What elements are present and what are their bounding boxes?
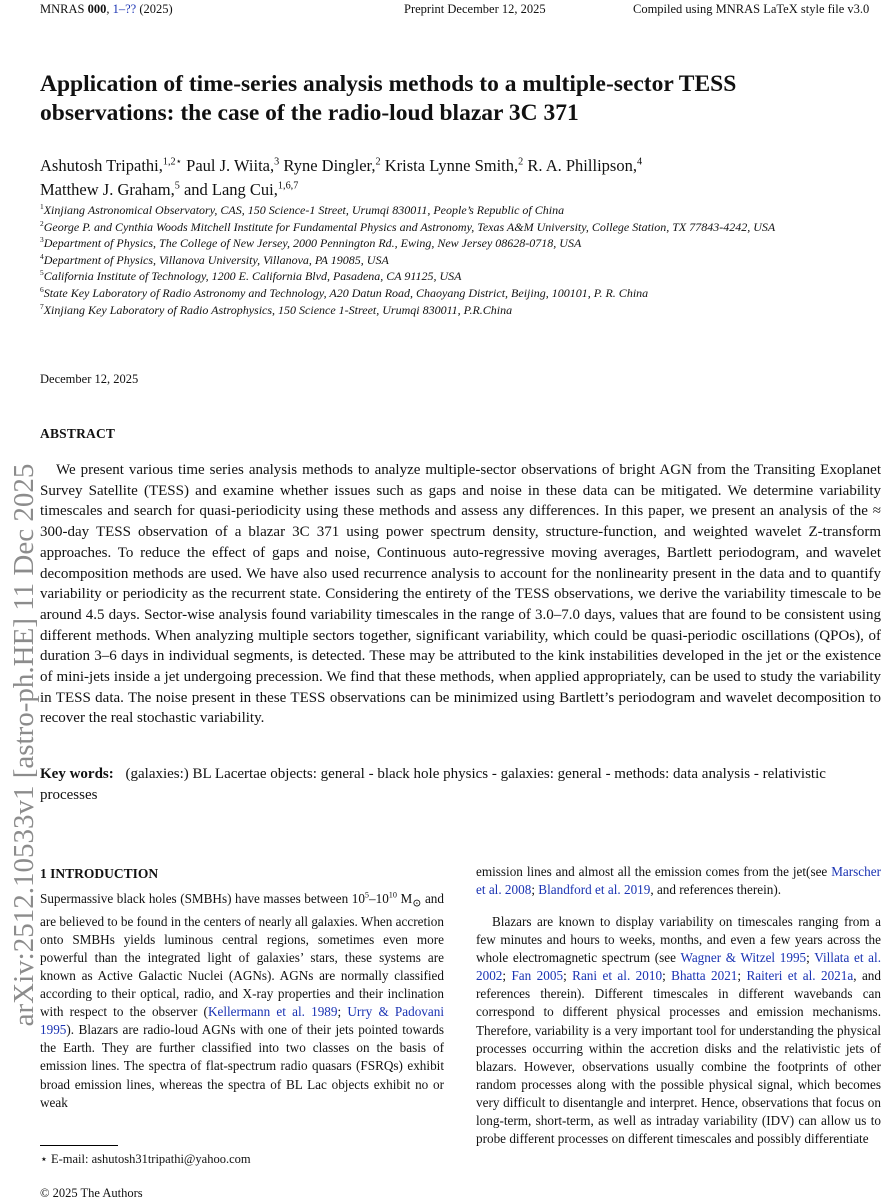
author: Matthew J. Graham,$^5$ bbox=[40, 180, 180, 199]
page-range[interactable]: 1–?? bbox=[112, 2, 137, 16]
intro-paragraph-1-continued: emission lines and almost all the emission comes from the jet(see Marscher et al. 2008; Blandford et al. 2019, and references therein). bbox=[476, 864, 881, 898]
latex-logo: LaTeX bbox=[763, 2, 798, 16]
citation-link[interactable]: Fan 2005 bbox=[511, 968, 564, 984]
abstract-text: We present various time series analysis methods to analyze multiple-sector observations of bright AGN from the Transiting Exoplanet Survey Satellite (TESS) and examine whether issues such as gaps and noise in these data can be mitigated. We determine variability timescales and search for quasi-periodicity using these methods and assess any differences. In this paper, we present an analysis of the ≈ 300-day TESS observation of a blazar 3C 371 using power spectrum density, structure-function, and weighted wavelet Z-transform approaches. To reduce the effect of gaps and noise, Continuous auto-regressive moving averages, Bartlett periodogram, and wavelet decomposition methods are used. We have also used recurrence analysis to account for the nonlinearity present in the data and to quantify variability or periodicity as the recurrent state. Considering the entirety of the TESS observations, we derive the variability timescale to be around 4.5 days. Sector-wise analysis found variability timescales in the range of 3.0–7.0 days, values that are found to be consistent using different methods. When analyzing multiple sectors together, significant variability, which could be quasi-periodic oscillations (QPOs), of duration 3–6 days in individual segments, is detected. These may be attributed to the kink instabilities developed in the jet or the existence of mini-jets inside a jet undergoing precession. We find that these methods, when applied appropriately, can be used to study the variability in TESS data. The noise present in these TESS observations can be minimized using Bartlett’s periodogram and wavelet decomposition to recover the real stochastic variability. bbox=[40, 462, 881, 727]
paper-title: Application of time-series analysis methods to a multiple-sector TESS observations: the case of the radio-loud blazar 3C 371 bbox=[40, 71, 737, 126]
affiliation: $^1$Xinjiang Astronomical Observatory, CAS, 150 Science-1 Street, Urumqi 830011, People’s Republic of China bbox=[40, 202, 565, 217]
keywords bbox=[40, 764, 881, 805]
preprint-date-header: Preprint December 12, 2025 bbox=[404, 2, 546, 16]
author: Krista Lynne Smith,$^2$ bbox=[384, 156, 524, 175]
journal-year: (2025) bbox=[139, 2, 173, 16]
citation-link[interactable]: Blandford et al. 2019 bbox=[538, 882, 651, 898]
keywords-text: (galaxies:) BL Lacertae objects: general - black hole physics - galaxies: general - methods: data analysis - relativistic processes bbox=[40, 766, 826, 803]
affiliation: $^7$Xinjiang Key Laboratory of Radio Astrophysics, 150 Science 1-Street, Urumqi 830011, P.R.China bbox=[40, 301, 513, 317]
publication-date: December 12, 2025 bbox=[40, 372, 139, 386]
affiliation: $^4$Department of Physics, Villanova University, Villanova, PA 19085, USA bbox=[40, 251, 389, 267]
author: Ryne Dingler,$^2$ bbox=[283, 156, 381, 175]
journal-name: MNRAS bbox=[40, 2, 85, 16]
citation-link[interactable]: Villata et al. 2002 bbox=[476, 950, 881, 984]
affiliation: $^3$Department of Physics, The College of New Jersey, 2000 Pennington Rd., Ewing, New Jersey 08628-0718, USA bbox=[40, 235, 582, 251]
author: R. A. Phillipson,$^4$ bbox=[527, 156, 643, 175]
arxiv-identifier: arXiv:2512.10533v1 [astro-ph.HE] 11 Dec 2025 bbox=[8, 463, 40, 1027]
journal-volume: 000 bbox=[87, 2, 107, 16]
affiliation: $^6$State Key Laboratory of Radio Astronomy and Technology, A20 Datun Road, Chaoyang District, Beijing, 100101, P. R. China bbox=[40, 285, 649, 300]
footnote-rule bbox=[40, 1145, 118, 1146]
citation-link[interactable]: Kellermann et al. 1989 bbox=[207, 1004, 338, 1020]
citation-link[interactable]: Rani et al. 2010 bbox=[572, 968, 663, 984]
author: Paul J. Wiita,$^3$ bbox=[186, 156, 280, 175]
arxiv-stamp bbox=[0, 290, 44, 1200]
intro-paragraph-2: Blazars are known to display variability on timescales ranging from a few minutes and hours to weeks, months, and even a few years across the whole electromagnetic spectrum (see Wagner & Witzel 1995; Villata et al. 2002; Fan 2005; Rani et al. 2010; Bhatta 2021; Raiteri et al. 2021a, and references therein). Different timescales in different wavebands can correspond to different physical processes and emission mechanisms. Therefore, variability is a very important tool for understanding the physical processes occurring within the accretion disks and the relativistic jets of blazars. However, observations usually combine the footprints of other random processes along with the possible physical signal, which becomes very difficult to disentangle and interpret. Hence, observations that focus on long-term, short-term, as well as intraday variability (IDV) can allow us to probe different processes on different timescales and possibly differentiate bbox=[476, 914, 881, 1147]
author: Ashutosh Tripathi,$^{1,2⋆}$ bbox=[40, 156, 183, 175]
footnote-email: ⋆ E-mail: ashutosh31tripathi@yahoo.com bbox=[40, 1152, 251, 1166]
copyright-notice: © 2025 The Authors bbox=[40, 1186, 143, 1200]
affiliation-list bbox=[40, 202, 870, 318]
section-heading-introduction: 1 INTRODUCTION bbox=[40, 866, 159, 881]
affiliation: $^5$California Institute of Technology, 1200 E. California Blvd, Pasadena, CA 91125, USA bbox=[40, 268, 462, 284]
compiled-note: Compiled using MNRAS LaTeX style file v3.0 bbox=[633, 2, 870, 16]
citation-link[interactable]: Bhatta 2021 bbox=[671, 968, 738, 984]
keywords-label: Key words: bbox=[40, 766, 114, 782]
affiliation: $^2$George P. and Cynthia Woods Mitchell Institute for Fundamental Physics and Astronomy, Texas A&M University, College Station, TX 77843-4242, USA bbox=[40, 218, 776, 234]
author: and Lang Cui,$^{1,6,7}$ bbox=[183, 180, 299, 199]
abstract-heading: ABSTRACT bbox=[40, 426, 116, 441]
author-list bbox=[40, 154, 870, 202]
citation-link[interactable]: Wagner & Witzel 1995 bbox=[680, 950, 807, 966]
citation-link[interactable]: Marscher et al. 2008 bbox=[476, 864, 881, 898]
citation-link[interactable]: Raiteri et al. 2021a bbox=[746, 968, 854, 984]
running-header-left: MNRAS 000, 1–?? (2025) bbox=[40, 2, 173, 16]
citation-link[interactable]: Urry & Padovani 1995 bbox=[40, 1004, 444, 1038]
intro-paragraph-1: Supermassive black holes (SMBHs) have masses between $10^5-10^{10}$ $M_⊙$ and are believed to be found in the centers of nearly all galaxies. When accretion onto SMBHs yields luminous central regions, sometimes even more powerful than the integrated light of galaxies’ stars, these systems are known as Active Galactic Nuclei (AGNs). AGNs are normally classified according to their optical, radio, and X-ray properties and their inclination with respect to the observer (Kellermann et al. 1989; Urry & Padovani 1995). Blazars are radio-loud AGNs with one of their jets pointed towards the Earth. They are further classified into two classes on the basis of emission lines. The spectra of flat-spectrum radio quasars (FSRQs) exhibit broad emission lines, whereas the spectra of BL Lac objects exhibit no or weak bbox=[40, 890, 444, 1110]
